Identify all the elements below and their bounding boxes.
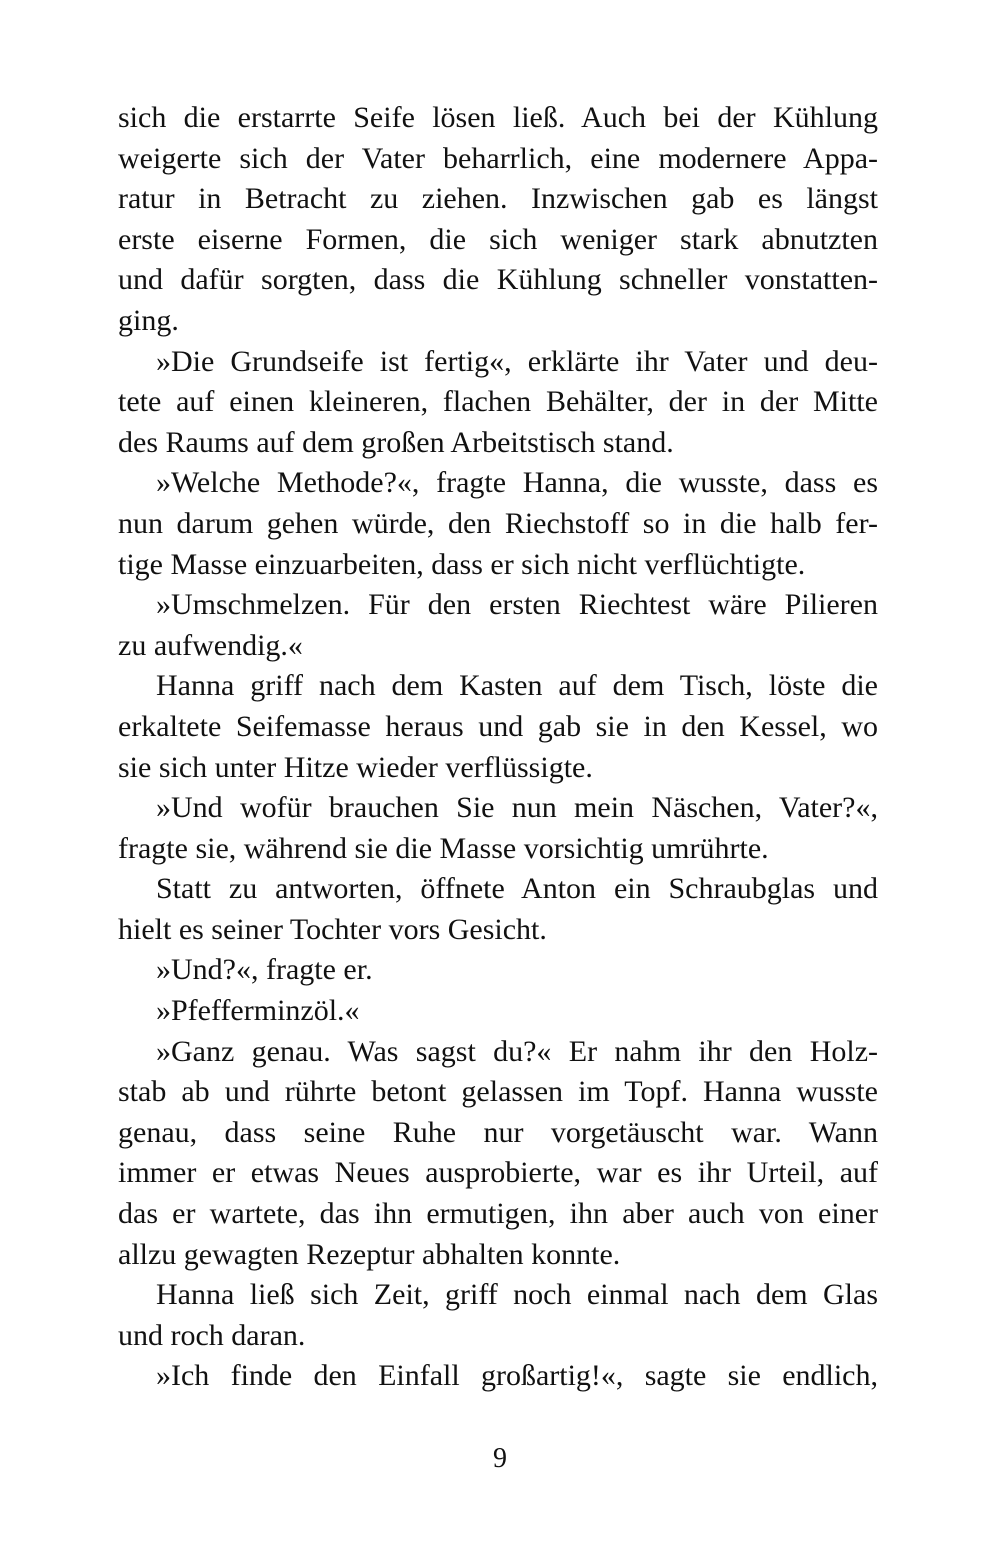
text-line: »Welche Methode?«, fragte Hanna, die wusste, dass es: [156, 466, 878, 500]
text-line: tete auf einen kleineren, flachen Behälter, der in der Mitte: [118, 385, 878, 419]
text-line: allzu gewagten Rezeptur abhalten konnte.: [118, 1237, 621, 1271]
text-line: das er wartete, das ihn ermutigen, ihn aber auch von einer: [118, 1197, 878, 1231]
text-line: »Die Grundseife ist fertig«, erklärte ihr Vater und deu-: [156, 344, 878, 378]
text-line: Hanna ließ sich Zeit, griff noch einmal nach dem Glas: [156, 1278, 878, 1312]
text-line: weigerte sich der Vater beharrlich, eine modernere Appa-: [118, 141, 878, 175]
text-line: »Und?«, fragte er.: [156, 953, 373, 987]
text-line: stab ab und rührte betont gelassen im Topf. Hanna wusste: [118, 1075, 878, 1109]
text-line: nun darum gehen würde, den Riechstoff so in die halb fer-: [118, 506, 878, 540]
text-line: und dafür sorgten, dass die Kühlung schneller vonstatten-: [118, 263, 878, 297]
body-text: [118, 98, 878, 1397]
text-line: Statt zu antworten, öffnete Anton ein Schraubglas und: [156, 872, 878, 906]
page-number: 9: [493, 1443, 507, 1474]
text-line: »Ganz genau. Was sagst du?« Er nahm ihr den Holz-: [156, 1034, 878, 1068]
text-line: immer er etwas Neues ausprobierte, war es ihr Urteil, auf: [118, 1156, 878, 1190]
text-line: tige Masse einzuarbeiten, dass er sich nicht verflüchtigte.: [118, 547, 806, 581]
text-line: sich die erstarrte Seife lösen ließ. Auch bei der Kühlung: [118, 101, 878, 134]
text-line: »Ich finde den Einfall großartig!«, sagte sie endlich,: [156, 1359, 878, 1393]
text-line: sie sich unter Hitze wieder verflüssigte.: [118, 750, 593, 784]
text-line: erkaltete Seifemasse heraus und gab sie in den Kessel, wo: [118, 709, 878, 743]
text-line: Hanna griff nach dem Kasten auf dem Tisch, löste die: [156, 669, 878, 703]
text-line: fragte sie, während sie die Masse vorsichtig umrührte.: [118, 831, 769, 865]
text-line: »Umschmelzen. Für den ersten Riechtest wäre Pilieren: [156, 588, 878, 622]
text-line: ratur in Betracht zu ziehen. Inzwischen gab es längst: [118, 182, 878, 216]
text-line: genau, dass seine Ruhe nur vorgetäuscht war. Wann: [118, 1115, 878, 1149]
text-line: des Raums auf dem großen Arbeitstisch stand.: [118, 425, 674, 459]
text-line: erste eiserne Formen, die sich weniger stark abnutzten: [118, 222, 878, 256]
text-line: »Pfefferminzöl.«: [156, 994, 360, 1028]
text-line: hielt es seiner Tochter vors Gesicht.: [118, 912, 547, 946]
text-line: »Und wofür brauchen Sie nun mein Näschen, Vater?«,: [156, 791, 878, 825]
text-line: ging.: [118, 303, 179, 337]
text-line: zu aufwendig.«: [118, 628, 303, 662]
text-line: und roch daran.: [118, 1318, 306, 1352]
